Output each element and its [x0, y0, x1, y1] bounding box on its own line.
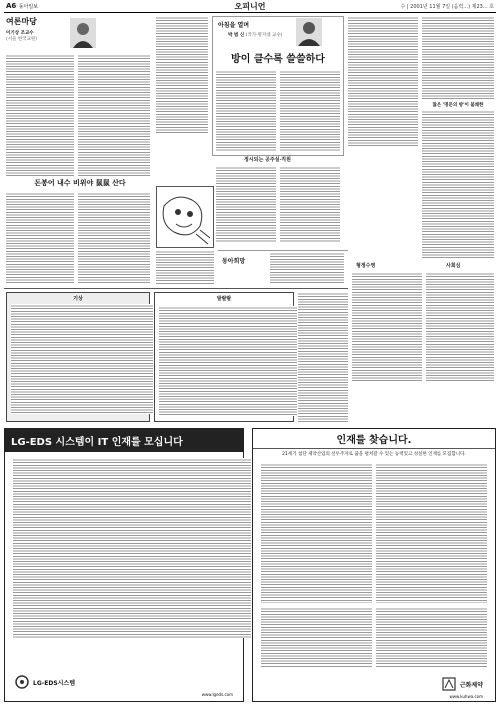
ad-kuhwa [252, 428, 496, 702]
ad-lg-eds-headline: LG-EDS 시스템이 IT 인재를 모십니다 [5, 429, 243, 452]
kuhwa-logo-icon [442, 677, 456, 691]
center-byline: 박 범 신 (작가·명지대 교수) [228, 33, 283, 38]
right-body-a [348, 16, 418, 146]
center-body-c [216, 166, 276, 242]
right-body-e [426, 272, 494, 382]
column-box-center: 발랄랄 [154, 292, 294, 422]
center-left-body [156, 16, 208, 134]
page-number: A6 동아일보 [6, 2, 39, 10]
right-body-b [422, 16, 494, 100]
author-photo-center [296, 18, 322, 46]
center-bottom-body [298, 292, 348, 422]
left-body-col1 [6, 54, 74, 178]
lg-logo-icon [15, 675, 29, 689]
center-subheading: 정시되는 공주실·직원 [244, 157, 291, 163]
left-kicker: 여론마당 [6, 16, 37, 26]
center-body-b [280, 70, 340, 152]
ad-lg-eds-url[interactable]: www.lgeds.com [201, 692, 233, 697]
center-body-a [216, 70, 276, 152]
center-headline: 방이 클수록 쓸쓸하다 [231, 54, 325, 65]
left-headline: 돈봉어 내수 비위야 鼠鼠 산다 [34, 178, 126, 187]
right-body-d [352, 272, 422, 382]
author-photo-left [70, 18, 96, 48]
issue-date: 수 | 2001년 11월 7일 (음력...) 제23... 호 [400, 4, 494, 10]
header-rule [4, 12, 496, 13]
right-kicker: 형정수영 [356, 263, 376, 269]
ad-kuhwa-sub: 21세기 첨단 제약산업의 선두주자로 꿈을 펼쳐갈 수 있는 능력있고 성실한 인재를 모집합니다. [282, 452, 466, 457]
center-body-d [280, 166, 340, 242]
right-author-tag: 사회심 [446, 263, 461, 269]
section-title: 오피니언 [234, 2, 266, 11]
right-subheading: 많은 '명문의 방'이 불쾌한 [432, 103, 484, 108]
left-byline: 이기상 조교수 (서울 한국교원) [6, 31, 38, 42]
ad-kuhwa-headline: 인재를 찾습니다. [253, 429, 495, 449]
kuhwa-logo: 근화제약 [442, 677, 483, 691]
right-body-c [422, 110, 494, 260]
left-body-col3 [6, 192, 74, 284]
half-divider [4, 288, 348, 289]
info-table-box: 기상 [6, 292, 150, 422]
donga-hope-label: 동아희망 [222, 258, 246, 265]
cartoon-caption [156, 250, 214, 284]
ad-kuhwa-url[interactable]: www.kuhwa.com [449, 694, 483, 699]
left-body-col2 [78, 54, 150, 178]
cartoon-image [156, 186, 214, 248]
lg-eds-logo: LG-EDS시스템 [15, 675, 75, 689]
center-kicker: 아침을 열며 [218, 22, 250, 29]
ad-lg-eds [4, 428, 244, 702]
left-body-col4 [78, 192, 150, 284]
donga-hope-body [270, 252, 344, 284]
